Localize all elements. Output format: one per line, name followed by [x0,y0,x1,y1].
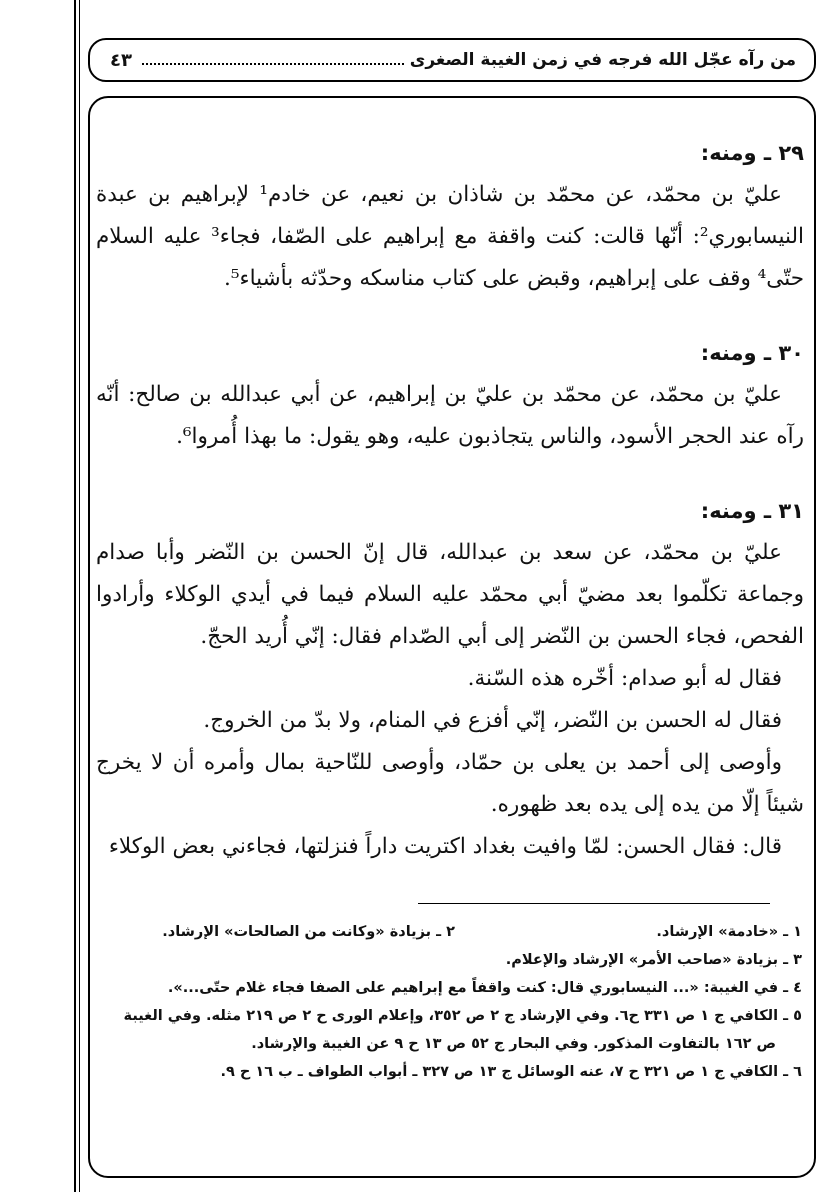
footnotes [108,918,802,1086]
section-heading: ٢٩ ـ ومنه: [700,141,804,165]
footnote-1: ١ ـ «خادمة» الإرشاد. [656,924,802,940]
paragraph: عليّ بن محمّد، عن محمّد بن عليّ بن إبراهيم، عن أبي عبدالله بن صالح: أنّه رآه عند الحجر الأسود، والناس يتجاذبون عليه، وهو يقول: ما بهذا أُمروا⁶. [96,382,804,449]
paragraph: قال: فقال الحسن: لمّا وافيت بغداد اكتريت داراً فنزلتها، فجاءني بعض الوكلاء [108,834,782,859]
footnote-5-continued: ص ١٦٢ بالتفاوت المذكور. وفي البحار ج ٥٢ ص ١٣ ح ٩ عن الغيبة والإرشاد. [251,1036,776,1052]
header-title: من رآه عجّل الله فرجه في زمن الغيبة الصغرى [409,50,796,70]
footnote-separator [418,903,770,904]
page-binding-line-outer [74,0,76,1192]
section-heading: ٣١ ـ ومنه: [700,499,804,523]
footnote-4: ٤ ـ في الغيبة: «... النيسابوري قال: كنت واقفاً مع إبراهيم على الصفا فجاء غلام حتّى...». [167,980,802,996]
section-heading: ٣٠ ـ ومنه: [700,341,804,365]
footnote-2: ٢ ـ بزيادة «وكانت من الصالحات» الإرشاد. [162,924,455,940]
section-29 [96,132,804,300]
page-number: ٤٣ [110,49,132,71]
footnote-6: ٦ ـ الكافي ج ١ ص ٣٢١ ح ٧، عنه الوسائل ج ١٣ ص ٣٢٧ ـ أبواب الطواف ـ ب ١٦ ح ٩. [220,1064,802,1080]
running-header [88,38,816,82]
section-30 [96,332,804,458]
main-text [96,132,804,868]
paragraph: عليّ بن محمّد، عن سعد بن عبدالله، قال إنّ الحسن بن النّضر وأبا صدام وجماعة تكلّموا بعد مضيّ أبي محمّد عليه السلام فيما في أيدي الوكلاء وأرادوا الفحص، فجاء الحسن بن النّضر إلى أبي الصّدام فقال: إنّي أُريد الحجّ. [96,540,804,649]
header-dot-leader [142,63,404,65]
section-31 [96,490,804,868]
footnote-row [108,918,802,946]
paragraph: فقال له أبو صدام: أخّره هذه السّنة. [467,666,782,691]
footnote-5: ٥ ـ الكافي ج ١ ص ٣٣١ ح٦. وفي الإرشاد ج ٢ ص ٣٥٢، وإعلام الورى ح ٢ ص ٢١٩ مثله. وفي الغيبة [123,1008,802,1024]
page-binding-line-inner [79,0,80,1192]
paragraph: عليّ بن محمّد، عن محمّد بن شاذان بن نعيم، عن خادم¹ لإبراهيم بن عبدة النيسابوري²: أنّها قالت: كنت واقفة مع إبراهيم على الصّفا، فجاء³ عليه السلام حتّى⁴ وقف على إبراهيم، وقبض على كتاب مناسكه وحدّثه بأشياء⁵. [96,182,804,291]
footnote-3: ٣ ـ بزيادة «صاحب الأمر» الإرشاد والإعلام. [505,952,802,968]
paragraph: فقال له الحسن بن النّضر، إنّي أفزع في المنام، ولا بدّ من الخروج. [203,708,782,733]
paragraph: وأوصى إلى أحمد بن يعلى بن حمّاد، وأوصى للنّاحية بمال وأمره أن لا يخرج شيئاً إلّا من يده إلى يده بعد ظهوره. [96,750,804,817]
